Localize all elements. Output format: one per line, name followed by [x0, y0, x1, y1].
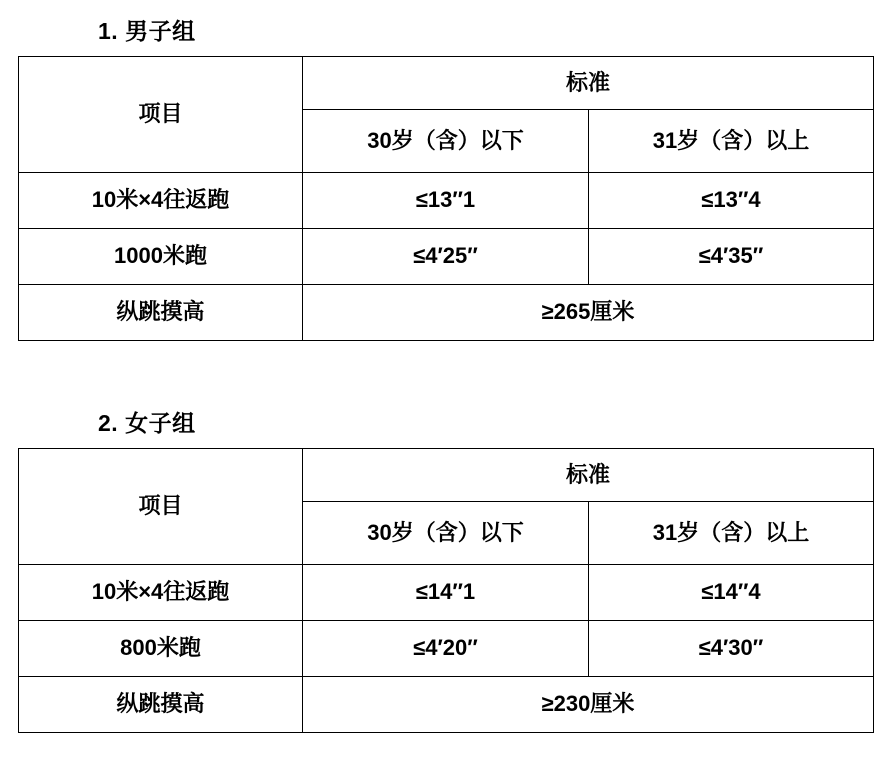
- header-age-group-2: 31岁（含）以上: [589, 110, 874, 173]
- row-value-merged: ≥230厘米: [303, 677, 874, 733]
- row-label: 800米跑: [19, 621, 303, 677]
- header-item: 项目: [19, 57, 303, 173]
- row-label: 10米×4往返跑: [19, 565, 303, 621]
- section-men: [0, 16, 890, 341]
- table-row: [19, 677, 874, 733]
- header-age-group-1: 30岁（含）以下: [303, 110, 589, 173]
- row-value-1: ≤4′25″: [303, 229, 589, 285]
- standards-table-women: [18, 448, 874, 733]
- section-title-men: 1. 男子组: [98, 18, 196, 44]
- row-value-1: ≤13″1: [303, 173, 589, 229]
- row-value-2: ≤4′30″: [589, 621, 874, 677]
- standards-table-men: [18, 56, 874, 341]
- row-label: 10米×4往返跑: [19, 173, 303, 229]
- table-row: [19, 173, 874, 229]
- section-women: [0, 408, 890, 733]
- row-label: 纵跳摸高: [19, 285, 303, 341]
- row-value-2: ≤13″4: [589, 173, 874, 229]
- row-label: 1000米跑: [19, 229, 303, 285]
- header-item: 项目: [19, 449, 303, 565]
- table-row: [19, 621, 874, 677]
- header-standard: 标准: [303, 449, 874, 502]
- row-value-1: ≤14″1: [303, 565, 589, 621]
- table-row: [19, 565, 874, 621]
- section-title-women: 2. 女子组: [98, 410, 196, 436]
- header-age-group-2: 31岁（含）以上: [589, 502, 874, 565]
- table-row: [19, 229, 874, 285]
- row-value-1: ≤4′20″: [303, 621, 589, 677]
- table-header-row-1: [19, 57, 874, 110]
- header-standard: 标准: [303, 57, 874, 110]
- row-label: 纵跳摸高: [19, 677, 303, 733]
- header-age-group-1: 30岁（含）以下: [303, 502, 589, 565]
- row-value-merged: ≥265厘米: [303, 285, 874, 341]
- row-value-2: ≤14″4: [589, 565, 874, 621]
- table-header-row-1: [19, 449, 874, 502]
- row-value-2: ≤4′35″: [589, 229, 874, 285]
- table-row: [19, 285, 874, 341]
